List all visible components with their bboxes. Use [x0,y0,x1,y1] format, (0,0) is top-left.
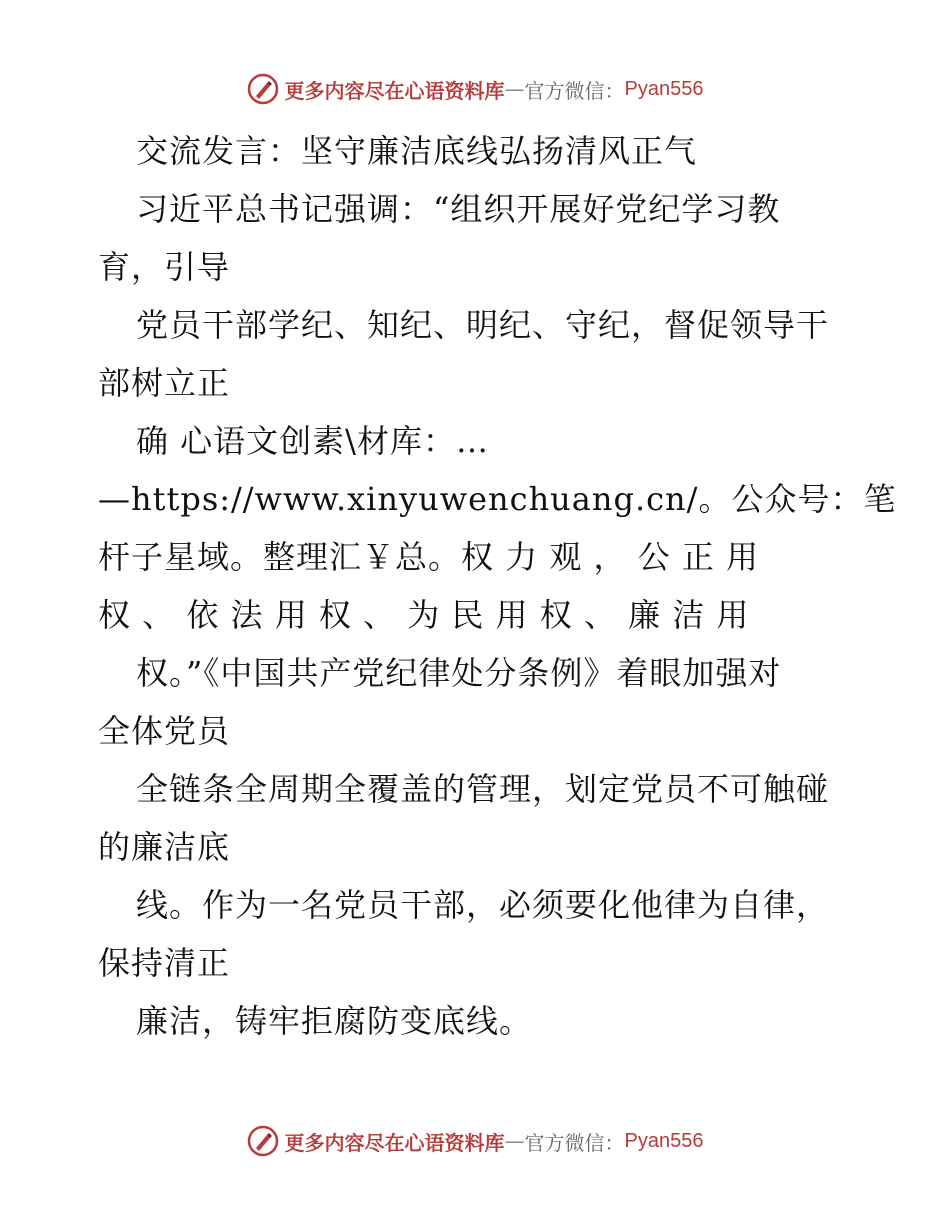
watermark-handle: Pyan556 [624,77,704,100]
paragraph-line-url: —https://www.xinyuwenchuang.cn/。公众号：笔 [98,480,897,518]
paragraph-line: 廉洁，铸牢拒腐防变底线。 [136,1002,533,1040]
paragraph-line: 确 心语文创素\材库：… [136,422,489,460]
watermark-dash: — [504,1129,525,1153]
watermark-wechat-label: 官方微信： [524,78,625,103]
paragraph-line: 育，引导 [98,248,231,286]
document-body [98,122,897,1050]
paragraph-line: 权。”《中国共产党纪律处分条例》着眼加强对 [136,654,782,692]
paragraph-line: 全体党员 [98,712,231,750]
document-title: 交流发言：坚守廉洁底线弘扬清风正气 [136,132,698,170]
pen-logo-icon [247,73,279,105]
paragraph-line: 党员干部学纪、知纪、明纪、守纪，督促领导干 [136,306,830,344]
watermark-brand: 更多内容尽在心语资料库 [284,1130,505,1155]
paragraph-line: 全链条全周期全覆盖的管理，划定党员不可触碰 [136,770,830,808]
paragraph-line: 权 、 依 法 用 权 、 为 民 用 权 、 廉 洁 用 [98,596,750,634]
watermark-dash: — [504,77,525,101]
paragraph-line: 部树立正 [98,364,231,402]
header-watermark [0,72,950,106]
paragraph-line: 习近平总书记强调：“组织开展好党纪学习教 [136,190,781,228]
paragraph-line: 的廉洁底 [98,828,231,866]
pen-logo-icon [247,1125,279,1157]
footer-watermark [0,1124,950,1158]
paragraph-line: 杆子星域。整理汇￥总。权 力 观 ， 公 正 用 [98,538,760,576]
watermark-wechat-label: 官方微信： [524,1130,625,1155]
paragraph-line: 保持清正 [98,944,231,982]
watermark-brand: 更多内容尽在心语资料库 [284,78,505,103]
watermark-handle: Pyan556 [624,1129,704,1152]
paragraph-line: 线。作为一名党员干部，必须要化他律为自律， [136,886,830,924]
